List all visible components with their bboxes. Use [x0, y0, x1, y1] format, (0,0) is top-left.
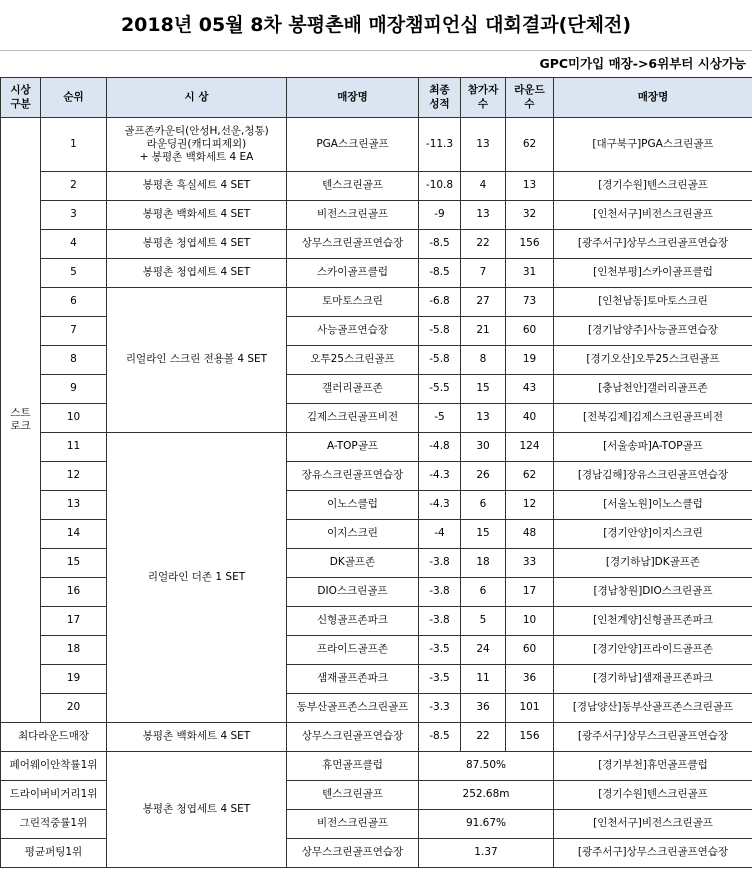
players-cell: 6	[461, 578, 506, 607]
rounds-cell: 62	[506, 462, 554, 491]
store-cell: 텐스크린골프	[287, 172, 419, 201]
rank-cell: 14	[41, 520, 107, 549]
rounds-cell: 48	[506, 520, 554, 549]
header-store-full: 매장명	[554, 78, 752, 118]
store-cell: 샘재골프존파크	[287, 665, 419, 694]
score-cell: -10.8	[419, 172, 461, 201]
players-cell: 8	[461, 346, 506, 375]
store-cell: 상무스크린골프연습장	[287, 839, 419, 868]
rounds-cell: 32	[506, 201, 554, 230]
score-cell: -5.8	[419, 317, 461, 346]
store-cell: 휴먼골프클럽	[287, 752, 419, 781]
players-cell: 26	[461, 462, 506, 491]
header-rank: 순위	[41, 78, 107, 118]
rank-cell: 6	[41, 288, 107, 317]
special-award-row	[1, 752, 752, 781]
header-market: 시상 구분	[1, 78, 41, 118]
score-cell: -4.8	[419, 433, 461, 462]
award-value-cell: 87.50%	[419, 752, 554, 781]
players-cell: 24	[461, 636, 506, 665]
store-full-cell: [경남김해]장유스크린골프연습장	[554, 462, 752, 491]
prize-cell: 봉평촌 청엽세트 4 SET	[107, 230, 287, 259]
store-cell: PGA스크린골프	[287, 118, 419, 172]
store-full-cell: [경기안양]이지스크린	[554, 520, 752, 549]
prize-cell: 골프존카운티(안성H,선운,청통) 라운딩권(캐디피제외) + 봉평촌 백화세트 4 EA	[107, 118, 287, 172]
rank-cell: 12	[41, 462, 107, 491]
rounds-cell: 10	[506, 607, 554, 636]
store-cell: 프라이드골프존	[287, 636, 419, 665]
prize-cell: 봉평촌 청엽세트 4 SET	[107, 259, 287, 288]
store-full-cell: [경기하남]DK골프존	[554, 549, 752, 578]
prize-cell: 리얼라인 스크린 전용볼 4 SET	[107, 288, 287, 433]
store-full-cell: [경기오산]오투25스크린골프	[554, 346, 752, 375]
rank-cell: 20	[41, 694, 107, 723]
market-category: 스트 로크	[1, 118, 41, 723]
players-cell: 22	[461, 230, 506, 259]
store-cell: 비전스크린골프	[287, 810, 419, 839]
header-score: 최종 성적	[419, 78, 461, 118]
players-cell: 13	[461, 404, 506, 433]
rounds-cell: 60	[506, 636, 554, 665]
rounds-cell: 101	[506, 694, 554, 723]
store-full-cell: [경기수원]텐스크린골프	[554, 781, 752, 810]
rounds-cell: 156	[506, 723, 554, 752]
rounds-cell: 19	[506, 346, 554, 375]
header-row	[1, 78, 752, 118]
store-full-cell: [충남천안]갤러리골프존	[554, 375, 752, 404]
header-store: 매장명	[287, 78, 419, 118]
prize-cell: 봉평촌 청엽세트 4 SET	[107, 752, 287, 868]
store-full-cell: [광주서구]상무스크린골프연습장	[554, 839, 752, 868]
players-cell: 36	[461, 694, 506, 723]
rounds-cell: 73	[506, 288, 554, 317]
store-cell: 김제스크린골프비전	[287, 404, 419, 433]
score-cell: -5.8	[419, 346, 461, 375]
players-cell: 30	[461, 433, 506, 462]
store-cell: 사능골프연습장	[287, 317, 419, 346]
rank-cell: 5	[41, 259, 107, 288]
score-cell: -4	[419, 520, 461, 549]
rounds-cell: 124	[506, 433, 554, 462]
table-row	[1, 201, 752, 230]
store-full-cell: [서울노원]이노스클럽	[554, 491, 752, 520]
store-cell: DIO스크린골프	[287, 578, 419, 607]
players-cell: 4	[461, 172, 506, 201]
award-value-cell: 91.67%	[419, 810, 554, 839]
players-cell: 7	[461, 259, 506, 288]
store-full-cell: [서울송파]A-TOP골프	[554, 433, 752, 462]
score-cell: -3.8	[419, 578, 461, 607]
store-cell: 이노스클럽	[287, 491, 419, 520]
table-row	[1, 230, 752, 259]
score-cell: -9	[419, 201, 461, 230]
rounds-cell: 17	[506, 578, 554, 607]
score-cell: -11.3	[419, 118, 461, 172]
store-cell: 텐스크린골프	[287, 781, 419, 810]
store-full-cell: [광주서구]상무스크린골프연습장	[554, 230, 752, 259]
store-cell: 장유스크린골프연습장	[287, 462, 419, 491]
players-cell: 13	[461, 118, 506, 172]
players-cell: 6	[461, 491, 506, 520]
store-full-cell: [대구북구]PGA스크린골프	[554, 118, 752, 172]
rank-cell: 4	[41, 230, 107, 259]
players-cell: 15	[461, 520, 506, 549]
header-players: 참가자 수	[461, 78, 506, 118]
score-cell: -5.5	[419, 375, 461, 404]
players-cell: 21	[461, 317, 506, 346]
rounds-cell: 12	[506, 491, 554, 520]
rank-cell: 18	[41, 636, 107, 665]
header-rounds: 라운드 수	[506, 78, 554, 118]
rank-cell: 16	[41, 578, 107, 607]
award-value-cell: 252.68m	[419, 781, 554, 810]
eligibility-note: GPC미가입 매장->6위부터 시상가능	[539, 56, 746, 71]
rank-cell: 1	[41, 118, 107, 172]
special-award-label: 페어웨이안착률1위	[1, 752, 107, 781]
rounds-cell: 62	[506, 118, 554, 172]
table-row	[1, 118, 752, 172]
store-cell: 오투25스크린골프	[287, 346, 419, 375]
special-award-label: 그린적중률1위	[1, 810, 107, 839]
store-full-cell: [인천남동]토마토스크린	[554, 288, 752, 317]
rounds-cell: 13	[506, 172, 554, 201]
store-full-cell: [인천서구]비전스크린골프	[554, 201, 752, 230]
score-cell: -3.5	[419, 665, 461, 694]
players-cell: 18	[461, 549, 506, 578]
rounds-cell: 60	[506, 317, 554, 346]
score-cell: -4.3	[419, 491, 461, 520]
rounds-cell: 31	[506, 259, 554, 288]
store-full-cell: [인천서구]비전스크린골프	[554, 810, 752, 839]
players-cell: 27	[461, 288, 506, 317]
prize-cell: 봉평촌 흑실세트 4 SET	[107, 172, 287, 201]
store-full-cell: [경기남양주]사능골프연습장	[554, 317, 752, 346]
store-cell: 토마토스크린	[287, 288, 419, 317]
store-cell: 상무스크린골프연습장	[287, 230, 419, 259]
store-full-cell: [경남양산]동부산골프존스크린골프	[554, 694, 752, 723]
rank-cell: 17	[41, 607, 107, 636]
store-full-cell: [광주서구]상무스크린골프연습장	[554, 723, 752, 752]
score-cell: -3.5	[419, 636, 461, 665]
store-full-cell: [경기수원]텐스크린골프	[554, 172, 752, 201]
rounds-cell: 156	[506, 230, 554, 259]
header-prize: 시 상	[107, 78, 287, 118]
rank-cell: 8	[41, 346, 107, 375]
store-full-cell: [전북김제]김제스크린골프비전	[554, 404, 752, 433]
store-cell: 이지스크린	[287, 520, 419, 549]
store-full-cell: [경기부천]휴먼골프클럽	[554, 752, 752, 781]
table-row	[1, 259, 752, 288]
store-cell: 스카이골프클럽	[287, 259, 419, 288]
store-full-cell: [인천부평]스카이골프클럽	[554, 259, 752, 288]
most-rounds-label: 최다라운드매장	[1, 723, 107, 752]
rank-cell: 2	[41, 172, 107, 201]
score-cell: -5	[419, 404, 461, 433]
players-cell: 13	[461, 201, 506, 230]
store-full-cell: [경기하남]샘재골프존파크	[554, 665, 752, 694]
rank-cell: 13	[41, 491, 107, 520]
score-cell: -3.8	[419, 607, 461, 636]
score-cell: -8.5	[419, 259, 461, 288]
players-cell: 11	[461, 665, 506, 694]
special-award-label: 평균퍼팅1위	[1, 839, 107, 868]
prize-cell: 리얼라인 더존 1 SET	[107, 433, 287, 723]
rank-cell: 15	[41, 549, 107, 578]
players-cell: 5	[461, 607, 506, 636]
store-cell: A-TOP골프	[287, 433, 419, 462]
award-value-cell: 1.37	[419, 839, 554, 868]
rounds-cell: 43	[506, 375, 554, 404]
table-row	[1, 288, 752, 317]
rank-cell: 3	[41, 201, 107, 230]
store-cell: 신형골프존파크	[287, 607, 419, 636]
table-row	[1, 172, 752, 201]
store-full-cell: [인천계양]신형골프존파크	[554, 607, 752, 636]
special-award-label: 드라이버비거리1위	[1, 781, 107, 810]
rank-cell: 11	[41, 433, 107, 462]
rank-cell: 19	[41, 665, 107, 694]
rank-cell: 9	[41, 375, 107, 404]
prize-cell: 봉평촌 백화세트 4 SET	[107, 201, 287, 230]
score-cell: -4.3	[419, 462, 461, 491]
page-title: 2018년 05월 8차 봉평촌배 매장챔피언십 대회결과(단체전)	[0, 0, 752, 51]
score-cell: -6.8	[419, 288, 461, 317]
store-cell: 동부산골프존스크린골프	[287, 694, 419, 723]
store-cell: 상무스크린골프연습장	[287, 723, 419, 752]
store-cell: DK골프존	[287, 549, 419, 578]
most-rounds-row	[1, 723, 752, 752]
score-cell: -8.5	[419, 230, 461, 259]
rounds-cell: 36	[506, 665, 554, 694]
store-full-cell: [경기안양]프라이드골프존	[554, 636, 752, 665]
score-cell: -8.5	[419, 723, 461, 752]
rounds-cell: 40	[506, 404, 554, 433]
table-row	[1, 433, 752, 462]
rounds-cell: 33	[506, 549, 554, 578]
results-table	[0, 77, 752, 868]
store-full-cell: [경남창원]DIO스크린골프	[554, 578, 752, 607]
prize-cell: 봉평촌 백화세트 4 SET	[107, 723, 287, 752]
players-cell: 15	[461, 375, 506, 404]
players-cell: 22	[461, 723, 506, 752]
store-cell: 비전스크린골프	[287, 201, 419, 230]
score-cell: -3.8	[419, 549, 461, 578]
store-cell: 갤러리골프존	[287, 375, 419, 404]
rank-cell: 7	[41, 317, 107, 346]
rank-cell: 10	[41, 404, 107, 433]
score-cell: -3.3	[419, 694, 461, 723]
